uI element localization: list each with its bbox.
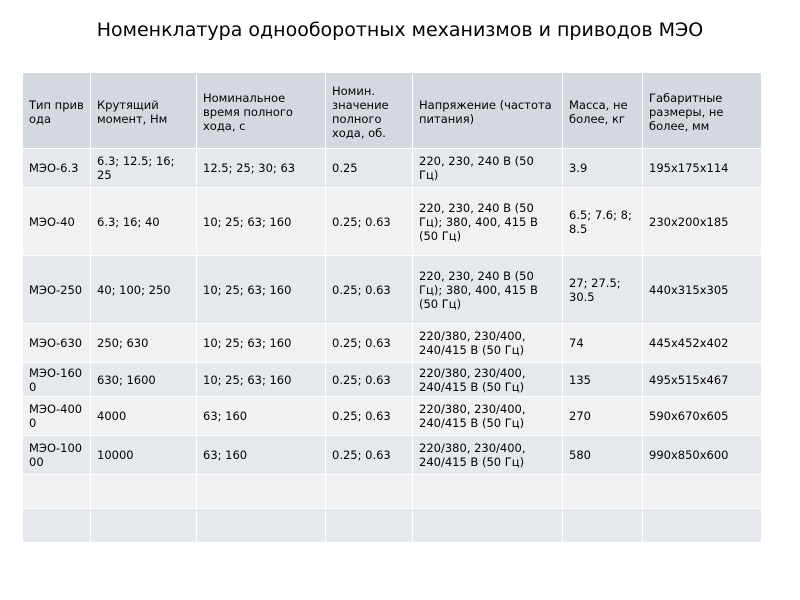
cell-voltage: 220/380, 230/400, 240/415 В (50 Гц): [413, 397, 563, 436]
table-row: [23, 149, 762, 188]
cell-voltage: 220/380, 230/400, 240/415 В (50 Гц): [413, 436, 563, 475]
cell-stroke-time: 10; 25; 63; 160: [197, 188, 326, 256]
cell-mass: 580: [563, 436, 643, 475]
cell-type: МЭО-6.3: [23, 149, 91, 188]
table-row: [23, 188, 762, 256]
cell-type: МЭО-10000: [23, 436, 91, 475]
cell-voltage: 220, 230, 240 В (50 Гц); 380, 400, 415 В (50 Гц): [413, 256, 563, 324]
nomenclature-table: [22, 72, 762, 543]
cell-mass: 270: [563, 397, 643, 436]
cell-mass: 74: [563, 324, 643, 363]
cell-mass: 135: [563, 363, 643, 397]
cell-torque: 6.3; 12.5; 16; 25: [91, 149, 197, 188]
cell-mass: 6.5; 7.6; 8; 8.5: [563, 188, 643, 256]
cell-dimensions: 195х175х114: [643, 149, 762, 188]
page-title: Номенклатура однооборотных механизмов и приводов МЭО: [96, 19, 704, 41]
cell-dimensions: 990х850х600: [643, 436, 762, 475]
cell-stroke-value: 0.25; 0.63: [326, 256, 413, 324]
table-row: [23, 256, 762, 324]
header-cell-mass: Масса, не более, кг: [563, 73, 643, 149]
cell-torque: 40; 100; 250: [91, 256, 197, 324]
cell-stroke-time: 10; 25; 63; 160: [197, 363, 326, 397]
header-cell-torque: Крутящий момент, Нм: [91, 73, 197, 149]
cell-dimensions: 440х315х305: [643, 256, 762, 324]
cell-torque: 630; 1600: [91, 363, 197, 397]
empty-row: [23, 509, 762, 543]
header-cell-stroke-value: Номин. значение полного хода, об.: [326, 73, 413, 149]
cell-torque: 10000: [91, 436, 197, 475]
cell-type: МЭО-1600: [23, 363, 91, 397]
cell-stroke-value: 0.25; 0.63: [326, 324, 413, 363]
cell-voltage: 220/380, 230/400, 240/415 В (50 Гц): [413, 324, 563, 363]
cell-mass: 27; 27.5; 30.5: [563, 256, 643, 324]
header-cell-voltage: Напряжение (частота питания): [413, 73, 563, 149]
table-row: [23, 436, 762, 475]
header-cell-type: Тип привода: [23, 73, 91, 149]
cell-stroke-value: 0.25; 0.63: [326, 188, 413, 256]
header-cell-dimensions: Габаритные размеры, не более, мм: [643, 73, 762, 149]
cell-type: МЭО-4000: [23, 397, 91, 436]
cell-stroke-time: 10; 25; 63; 160: [197, 324, 326, 363]
cell-torque: 6.3; 16; 40: [91, 188, 197, 256]
cell-stroke-time: 12.5; 25; 30; 63: [197, 149, 326, 188]
header-cell-stroke-time: Номинальное время полного хода, с: [197, 73, 326, 149]
table-row: [23, 397, 762, 436]
cell-stroke-value: 0.25; 0.63: [326, 436, 413, 475]
cell-stroke-time: 63; 160: [197, 436, 326, 475]
cell-stroke-value: 0.25: [326, 149, 413, 188]
cell-stroke-time: 63; 160: [197, 397, 326, 436]
cell-torque: 250; 630: [91, 324, 197, 363]
table-row: [23, 363, 762, 397]
cell-dimensions: 445х452х402: [643, 324, 762, 363]
cell-type: МЭО-630: [23, 324, 91, 363]
cell-mass: 3.9: [563, 149, 643, 188]
cell-type: МЭО-250: [23, 256, 91, 324]
cell-voltage: 220, 230, 240 В (50 Гц); 380, 400, 415 В (50 Гц): [413, 188, 563, 256]
cell-stroke-value: 0.25; 0.63: [326, 397, 413, 436]
cell-dimensions: 230х200х185: [643, 188, 762, 256]
cell-dimensions: 590х670х605: [643, 397, 762, 436]
cell-type: МЭО-40: [23, 188, 91, 256]
cell-dimensions: 495х515х467: [643, 363, 762, 397]
table-header-row: [23, 73, 762, 149]
cell-torque: 4000: [91, 397, 197, 436]
cell-voltage: 220, 230, 240 В (50 Гц): [413, 149, 563, 188]
cell-stroke-value: 0.25; 0.63: [326, 363, 413, 397]
empty-row: [23, 475, 762, 509]
cell-stroke-time: 10; 25; 63; 160: [197, 256, 326, 324]
cell-voltage: 220/380, 230/400, 240/415 В (50 Гц): [413, 363, 563, 397]
table-row: [23, 324, 762, 363]
